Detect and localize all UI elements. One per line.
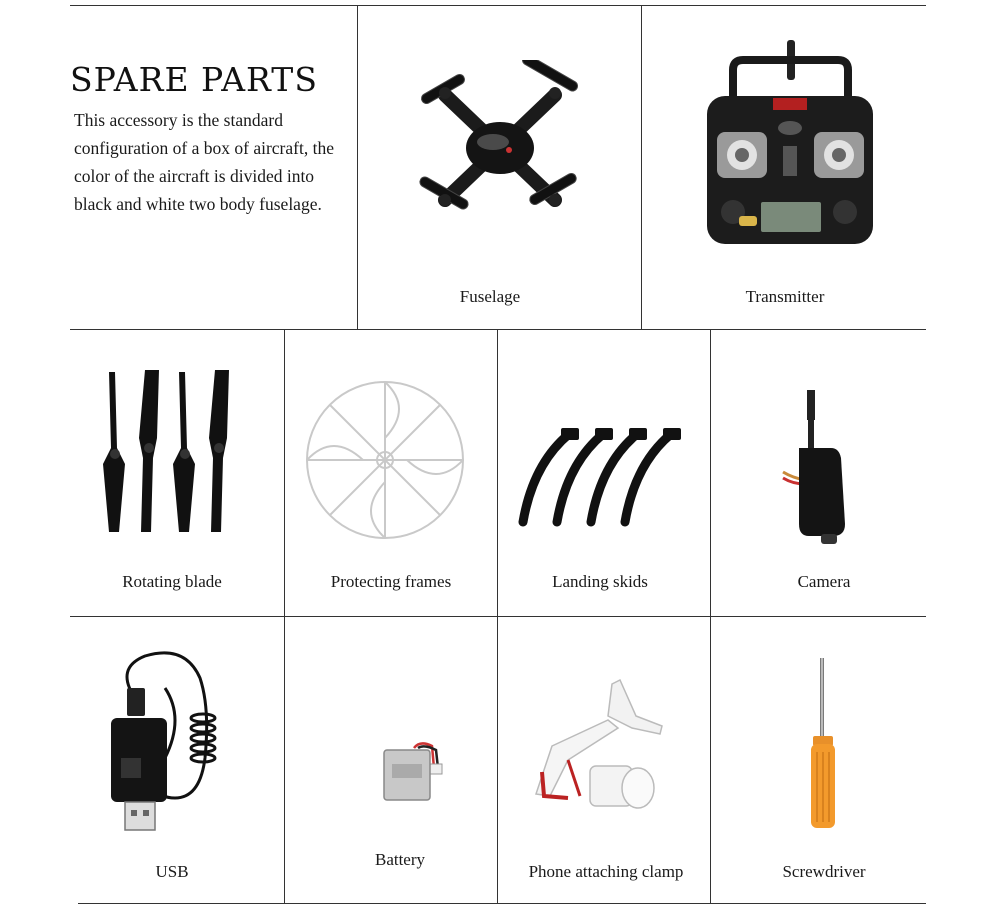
grid-top-line [70,5,926,6]
grid-bottom-line [78,903,926,904]
grid-row-divider [70,329,926,330]
propeller-guard-icon [303,378,467,542]
part-label: Rotating blade [122,572,222,591]
screwdriver-icon [803,656,843,832]
battery-icon [380,738,444,804]
remote-controller-icon [703,40,878,252]
part-label: Protecting frames [330,572,452,591]
landing-skids-icon [513,424,693,528]
part-label: Battery [374,850,426,869]
part-label: Transmitter [745,287,825,306]
propeller-blades-icon [95,368,245,536]
grid-divider [641,5,642,330]
camera-module-icon [773,388,873,548]
phone-clamp-icon [528,676,670,816]
part-label: Landing skids [552,572,648,591]
usb-charger-icon [105,648,230,834]
part-label: Fuselage [459,287,521,306]
grid-divider [357,5,358,330]
page-title: SPARE PARTS [70,60,318,99]
part-label: Camera [797,572,851,591]
intro-description: This accessory is the standard configuration of a box of aircraft, the color of the aircraft is divided into black and white two body fuselage. [74,110,334,214]
drone-icon [415,60,585,235]
part-label: USB [155,862,189,881]
part-label: Screwdriver [782,862,866,881]
grid-row-divider [70,616,926,617]
part-label: Phone attaching clamp [528,862,684,881]
